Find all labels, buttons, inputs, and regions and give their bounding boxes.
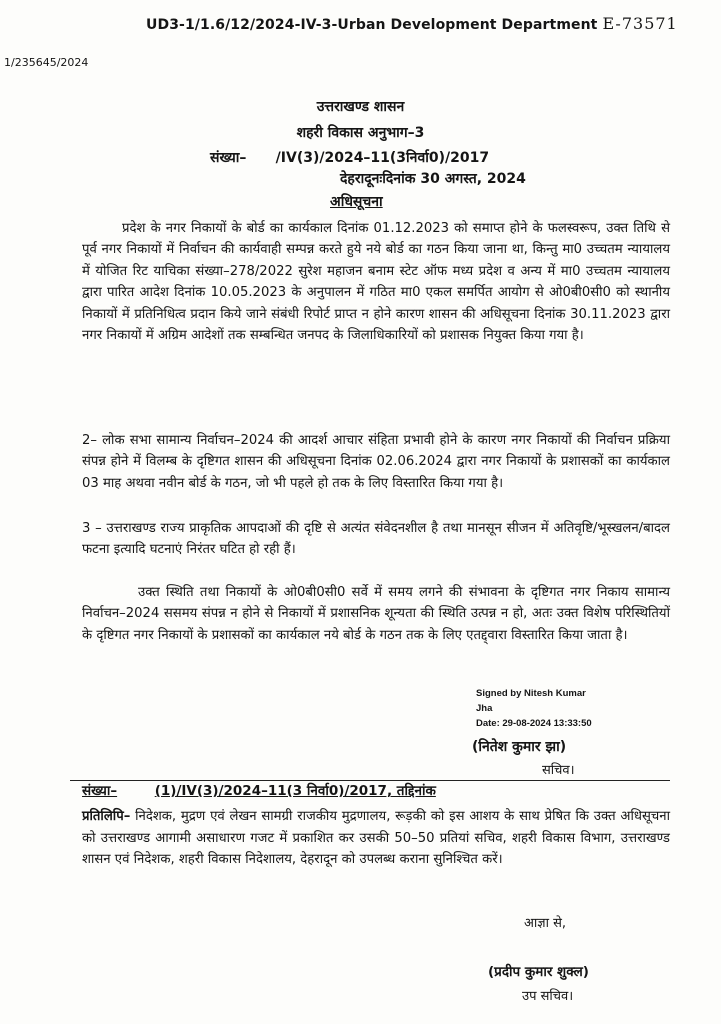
signatory-2-name: (प्रदीप कुमार शुक्ल) bbox=[488, 964, 589, 980]
signatory-title: सचिव। bbox=[542, 763, 575, 778]
notification-title: अधिसूचना bbox=[330, 194, 383, 210]
digital-signature-line-1: Signed by Nitesh Kumar bbox=[476, 688, 586, 699]
digital-signature-date: Date: 29-08-2024 13:33:50 bbox=[476, 718, 592, 729]
signatory-name: (नितेश कुमार झा) bbox=[472, 739, 567, 755]
paragraph-1: प्रदेश के नगर निकायों के बोर्ड का कार्यकाल दिनांक 01.12.2023 को समाप्त होने के फलस्वरूप, उक्त तिथि से पूर्व नगर निकायों में निर्वाचन की कार्यवाही सम्पन्न करते हुये नये बोर्ड का गठन किया जाना था, किन्तु मा0 उच्चतम न्यायालय में योजित रिट याचिका संख्या–278/2022 सुरेश महाजन बनाम स्टेट ऑफ मध्य प्रदेश व अन्य में मा0 उच्चतम न्यायालय द्वारा पारित आदेश दिनांक 10.05.2023 के अनुपालन में गठित मा0 एकल समर्पित आयोग से ओ0बी0सी0 को स्थानीय निकायों में प्रतिनिधित्व प्रदान किये जाने संबंधी रिपोर्ट प्राप्त न होने कारण शासन की अधिसूचना दिनांक 30.11.2023 द्वारा नगर निकायों में अग्रिम आदेशों तक सम्बन्धित जनपद के जिलाधिकारियों को प्रशासक नियुक्त किया गया है। bbox=[82, 221, 670, 344]
file-reference-header bbox=[146, 14, 678, 33]
by-order: आज्ञा से, bbox=[524, 916, 567, 931]
paragraph-3: 3 – उत्तराखण्ड राज्य प्राकृतिक आपदाओं की दृष्टि से अत्यंत संवेदनशील है तथा मानसून सीजन में अतिवृष्टि/भूस्खलन/बादल फटना इत्यादि घटनाएं निरंतर घटित हो रही हैं। bbox=[82, 521, 670, 558]
copy-lead: प्रतिलिपि– bbox=[82, 809, 131, 824]
signatory-2-title: उप सचिव। bbox=[522, 989, 574, 1004]
copy-paragraph bbox=[82, 806, 670, 871]
side-reference: 1/235645/2024 bbox=[4, 56, 89, 69]
copy-number bbox=[82, 781, 436, 799]
handwritten-number: E-73571 bbox=[602, 14, 678, 33]
file-reference: UD3-1/1.6/12/2024-IV-3-Urban Development Department bbox=[146, 17, 598, 33]
paragraph-4: उक्त स्थिति तथा निकायों के ओ0बी0सी0 सर्वे में समय लगने की संभावना के दृष्टिगत नगर निकाय सामान्य निर्वाचन–2024 ससमय संपन्न न होने से निकायों में प्रशासनिक शून्यता की स्थिति उत्पन्न न हो, अतः उक्त विशेष परिस्थितियों के दृष्टिगत नगर निकायों के प्रशासकों का कार्यकाल नये बोर्ड के गठन तक के लिए एतद्द्वारा विस्तारित किया जाता है। bbox=[82, 585, 670, 643]
copy-text: निदेशक, मुद्रण एवं लेखन सामग्री राजकीय मुद्रणालय, रूड़की को इस आशय के साथ प्रेषित कि उक्त अधिसूचना को उत्तराखण्ड आगामी असाधारण गजट में प्रकाशित कर उसकी 50–50 प्रतियां सचिव, शहरी विकास विभाग, उत्तराखण्ड शासन एवं निदेशक, शहरी विकास निदेशालय, देहरादून को उपलब्ध कराना सुनिश्चित करें। bbox=[82, 809, 670, 868]
digital-signature bbox=[476, 686, 592, 731]
copy-number-label: संख्या– bbox=[82, 783, 118, 799]
order-number-label: संख्या– bbox=[210, 150, 247, 166]
digital-signature-line-2: Jha bbox=[476, 703, 493, 714]
copy-number-value: (1)/IV(3)/2024–11(3 निर्वा0)/2017, तद्दिनांक bbox=[154, 783, 436, 799]
section-title: शहरी विकास अनुभाग–3 bbox=[296, 125, 425, 141]
place-date: देहरादूनःदिनांक 30 अगस्त, 2024 bbox=[340, 171, 526, 187]
order-number-value: /IV(3)/2024–11(3निर्वा0)/2017 bbox=[275, 150, 490, 166]
government-title: उत्तराखण्ड शासन bbox=[316, 99, 405, 115]
paragraph-2: 2– लोक सभा सामान्य निर्वाचन–2024 की आदर्श आचार संहिता प्रभावी होने के कारण नगर निकायों की निर्वाचन प्रक्रिया संपन्न होने में विलम्ब के दृष्टिगत शासन की अधिसूचना दिनांक 02.06.2024 द्वारा नगर निकायों के प्रशासकों का कार्यकाल 03 माह अथवा नवीन बोर्ड के गठन, जो भी पहले हो तक के लिए विस्तारित किया गया है। bbox=[82, 433, 670, 491]
order-number bbox=[210, 148, 489, 167]
